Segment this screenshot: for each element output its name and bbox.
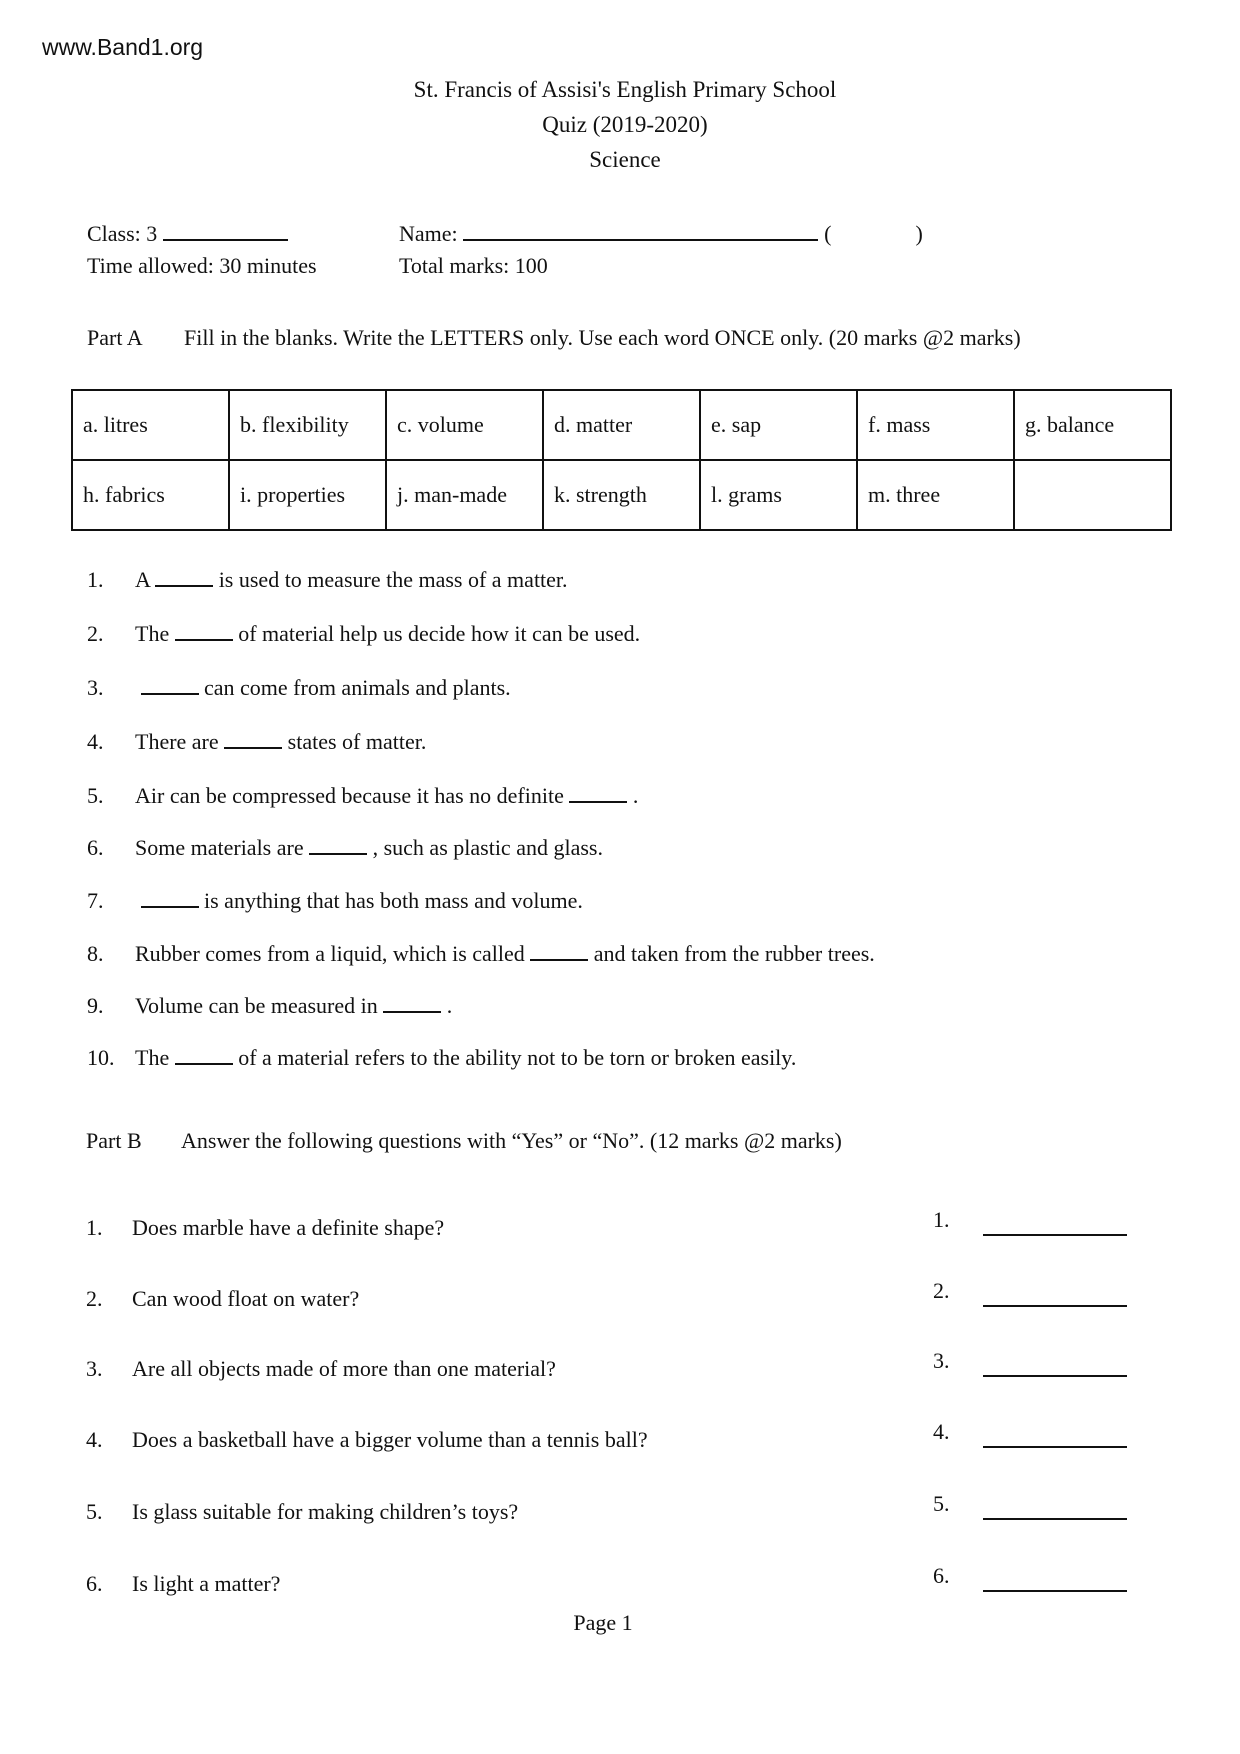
question-text-after: . [632, 783, 639, 808]
question-text-after: states of matter. [287, 729, 427, 754]
word-bank-cell: d. matter [543, 390, 700, 460]
question-text-after: of a material refers to the ability not to be torn or broken easily. [238, 1045, 797, 1070]
part-a-question [87, 671, 511, 701]
subject: Science [589, 147, 661, 172]
answer-blank[interactable] [530, 937, 588, 961]
part-a-question [87, 989, 452, 1019]
quiz-title: Quiz (2019-2020) [542, 112, 708, 137]
word-bank-row [72, 390, 1171, 460]
question-number: 10. [87, 1045, 115, 1070]
word-bank-cell: c. volume [386, 390, 543, 460]
answer-number: 3. [933, 1348, 950, 1373]
question-number: 4. [87, 729, 104, 754]
part-b-question [86, 1571, 280, 1597]
question-text-after: and taken from the rubber trees. [593, 941, 875, 966]
question-text-before: Rubber comes from a liquid, which is called [135, 941, 525, 966]
answer-number: 1. [933, 1207, 950, 1232]
question-text-before: There are [135, 729, 219, 754]
name-label: Name: [399, 221, 458, 246]
question-text-before: A [135, 567, 150, 592]
answer-line[interactable] [983, 1233, 1127, 1236]
part-a-question [87, 617, 640, 647]
question-number: 6. [86, 1571, 103, 1596]
part-a-label: Part A [87, 325, 143, 350]
word-bank-cell: k. strength [543, 460, 700, 530]
answer-number: 2. [933, 1278, 950, 1303]
name-blank[interactable] [463, 217, 818, 241]
watermark: www.Band1.org [42, 34, 204, 60]
word-bank-cell: f. mass [857, 390, 1014, 460]
question-number: 5. [87, 783, 104, 808]
word-bank-cell: a. litres [72, 390, 229, 460]
answer-blank[interactable] [569, 779, 627, 803]
question-text: Can wood float on water? [132, 1286, 360, 1311]
question-text-before: The [135, 1045, 170, 1070]
answer-line[interactable] [983, 1374, 1127, 1377]
question-text: Does a basketball have a bigger volume than a tennis ball? [132, 1427, 648, 1452]
word-bank-cell: i. properties [229, 460, 386, 530]
question-number: 3. [86, 1356, 103, 1381]
word-bank-cell: l. grams [700, 460, 857, 530]
question-text-after: of material help us decide how it can be used. [238, 621, 641, 646]
answer-blank[interactable] [175, 617, 233, 641]
word-bank-cell: g. balance [1014, 390, 1171, 460]
question-number: 4. [86, 1427, 103, 1452]
question-text-after: is anything that has both mass and volume. [204, 888, 583, 913]
word-bank-cell: e. sap [700, 390, 857, 460]
question-text-after: . [446, 993, 453, 1018]
answer-blank[interactable] [175, 1041, 233, 1065]
word-bank-cell: b. flexibility [229, 390, 386, 460]
question-number: 9. [87, 993, 104, 1018]
answer-blank[interactable] [309, 831, 367, 855]
answer-blank[interactable] [224, 725, 282, 749]
word-bank-cell: m. three [857, 460, 1014, 530]
question-text-before: Air can be compressed because it has no definite [135, 783, 564, 808]
word-bank-cell [1014, 460, 1171, 530]
part-b-instruction: Answer the following questions with “Yes” or “No”. (12 marks @2 marks) [181, 1128, 842, 1153]
word-bank-row [72, 460, 1171, 530]
part-a-question [87, 831, 603, 861]
part-a-question [87, 563, 568, 593]
answer-line[interactable] [983, 1445, 1127, 1448]
question-text: Does marble have a definite shape? [132, 1215, 445, 1240]
answer-blank[interactable] [141, 884, 199, 908]
answer-line[interactable] [983, 1589, 1127, 1592]
time-allowed: Time allowed: 30 minutes [87, 253, 317, 278]
question-number: 2. [86, 1286, 103, 1311]
question-number: 6. [87, 835, 104, 860]
word-bank-cell: h. fabrics [72, 460, 229, 530]
question-text-after: is used to measure the mass of a matter. [218, 567, 568, 592]
part-a-question [87, 725, 426, 755]
question-text-after: can come from animals and plants. [204, 675, 511, 700]
word-bank-cell: j. man-made [386, 460, 543, 530]
part-b-question [86, 1427, 648, 1453]
word-bank-table [71, 389, 1172, 531]
answer-line[interactable] [983, 1304, 1127, 1307]
question-text-after: , such as plastic and glass. [372, 835, 603, 860]
answer-blank[interactable] [155, 563, 213, 587]
question-number: 3. [87, 675, 104, 700]
question-text-before: Volume can be measured in [135, 993, 378, 1018]
part-a-instruction: Fill in the blanks. Write the LETTERS only. Use each word ONCE only. (20 marks @2 marks) [184, 325, 1021, 350]
part-a-question [87, 937, 875, 967]
paren-open: ( [824, 221, 832, 246]
part-a-question [87, 884, 583, 914]
class-blank[interactable] [163, 217, 288, 241]
paren-close: ) [915, 221, 923, 246]
question-text: Is glass suitable for making children’s toys? [132, 1499, 519, 1524]
question-number: 5. [86, 1499, 103, 1524]
class-label: Class: 3 [87, 221, 158, 246]
answer-blank[interactable] [141, 671, 199, 695]
question-text-before: Some materials are [135, 835, 304, 860]
school-name: St. Francis of Assisi's English Primary School [413, 77, 837, 102]
answer-line[interactable] [983, 1517, 1127, 1520]
question-number: 7. [87, 888, 104, 913]
answer-number: 5. [933, 1491, 950, 1516]
question-number: 1. [86, 1215, 103, 1240]
question-number: 8. [87, 941, 104, 966]
total-marks: Total marks: 100 [399, 253, 548, 278]
part-a-question [87, 1041, 796, 1071]
question-text-before: The [135, 621, 170, 646]
part-b-question [86, 1215, 444, 1241]
part-b-label: Part B [86, 1128, 142, 1153]
page-number: Page 1 [573, 1610, 633, 1635]
part-b-question [86, 1356, 556, 1382]
answer-number: 6. [933, 1563, 950, 1588]
part-b-question [86, 1499, 518, 1525]
part-a-question [87, 779, 638, 809]
question-number: 2. [87, 621, 104, 646]
answer-blank[interactable] [383, 989, 441, 1013]
question-text: Is light a matter? [132, 1571, 281, 1596]
question-number: 1. [87, 567, 104, 592]
part-b-question [86, 1286, 359, 1312]
question-text: Are all objects made of more than one material? [132, 1356, 556, 1381]
answer-number: 4. [933, 1419, 950, 1444]
